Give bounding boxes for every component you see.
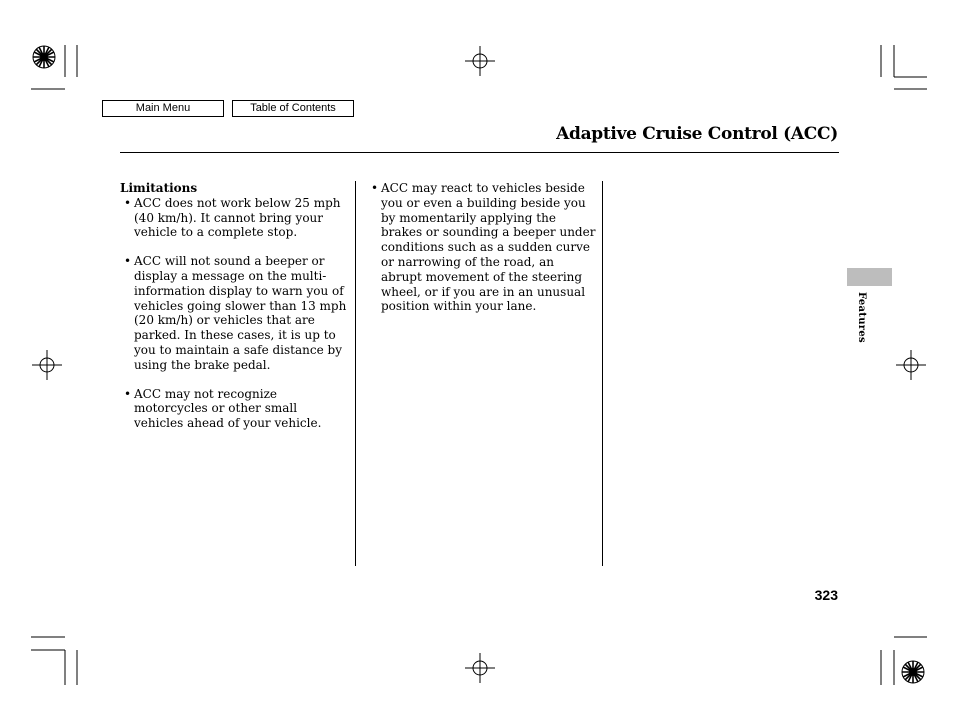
page-number: 323 <box>814 587 838 603</box>
list-item: • ACC may react to vehicles beside you or even a building beside you by momentarily applying the brakes or sounding a beeper under conditions such as a sudden curve or narrowing of the road, an abrupt movement of the steering wheel, or if you are in an unusual position within your lane. <box>367 181 597 314</box>
crosshair-icon-top <box>465 46 495 76</box>
crosshair-icon-left <box>32 350 62 380</box>
crosshair-icon-bottom <box>465 653 495 683</box>
column-limitations <box>120 181 348 431</box>
column-divider <box>355 181 356 566</box>
list-item: • ACC may not recognize motorcycles or other small vehicles ahead of your vehicle. <box>120 387 348 431</box>
list-item: • ACC will not sound a beeper or display a message on the multi-information display to warn you of vehicles going slower than 13 mph (20 km/h) or vehicles that are parked. In these cases, it is up to you to maintain a safe distance by using the brake pedal. <box>120 254 348 372</box>
table-of-contents-button[interactable]: Table of Contents <box>232 100 354 117</box>
main-menu-button[interactable]: Main Menu <box>102 100 224 117</box>
list-item: • ACC does not work below 25 mph (40 km/h). It cannot bring your vehicle to a complete stop. <box>120 196 348 240</box>
color-target-icon-bottom-right <box>900 659 926 685</box>
color-target-icon-top-left <box>31 44 57 70</box>
section-label: Features <box>856 292 867 343</box>
title-rule <box>120 152 839 153</box>
page-title: Adaptive Cruise Control (ACC) <box>556 124 838 144</box>
crosshair-icon-right <box>896 350 926 380</box>
column-divider <box>602 181 603 566</box>
section-tab <box>847 268 892 286</box>
column-continued <box>367 181 597 314</box>
section-heading: Limitations <box>120 181 198 195</box>
